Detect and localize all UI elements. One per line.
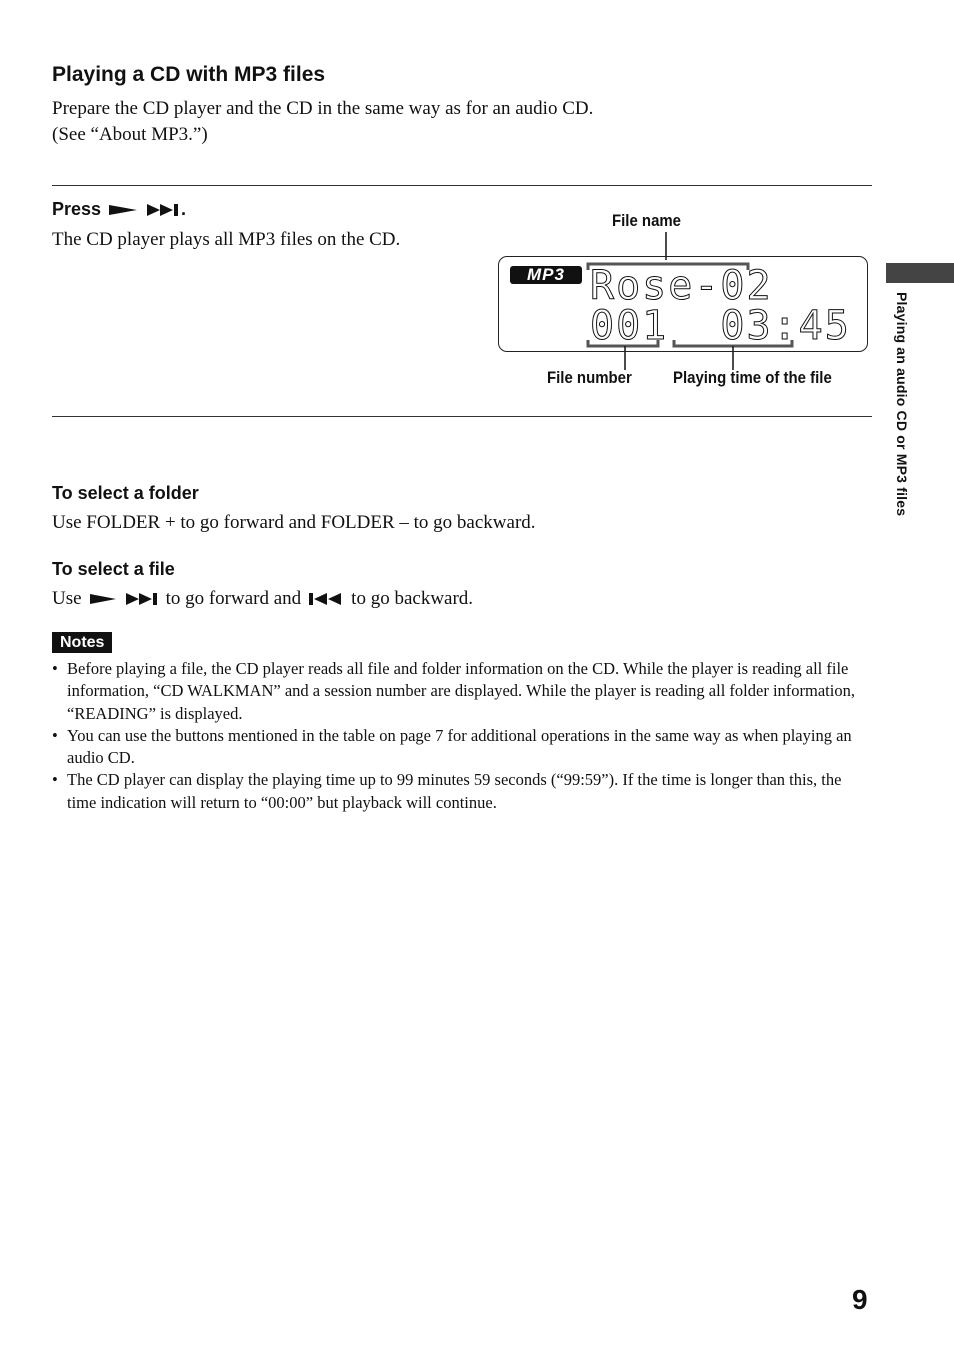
play-icon — [88, 591, 118, 607]
file-text — [52, 588, 473, 610]
note-item: • The CD player can display the playing time up to 99 minutes 59 seconds (“99:59”). If the time is longer than this, the time indication will return to “00:00” but playback will continue. — [52, 769, 872, 814]
page-number: 9 — [852, 1284, 868, 1315]
intro-line-1: Prepare the CD player and the CD in the same way as for an audio CD. — [52, 98, 594, 119]
section-intro — [52, 96, 593, 148]
lcd-number-and-time: 001 03:45 — [590, 303, 851, 349]
previous-track-icon — [307, 591, 345, 607]
file-text-backward: to go backward. — [351, 588, 474, 609]
step-title-prefix: Press — [52, 199, 102, 219]
note-item: • Before playing a file, the CD player reads all file and folder information on the CD. While the player is reading all file information, “CD WALKMAN” and a session number are displayed. While the player is reading all folder information, “READING” is displayed. — [52, 658, 872, 725]
label-file-number: File number — [547, 368, 632, 387]
divider-top — [52, 185, 872, 186]
step-title-suffix: . — [181, 199, 187, 219]
intro-line-2: (See “About MP3.”) — [52, 124, 208, 145]
lcd-file-name: Rose-02 — [590, 263, 773, 309]
label-file-name: File name — [612, 211, 682, 230]
file-text-forward: to go forward and — [165, 588, 302, 609]
side-tab-marker — [886, 263, 954, 283]
notes-list — [52, 658, 872, 814]
folder-heading: To select a folder — [52, 483, 199, 503]
next-track-icon — [124, 591, 160, 607]
label-playing-time: Playing time of the file — [673, 368, 832, 387]
mp3-badge: MP3 — [510, 266, 582, 284]
file-heading: To select a file — [52, 559, 175, 579]
play-icon — [107, 202, 139, 218]
step-title — [52, 199, 186, 220]
side-tab-label: Playing an audio CD or MP3 files — [894, 292, 910, 517]
step-text: The CD player plays all MP3 files on the CD. — [52, 229, 401, 250]
divider-bottom — [52, 416, 872, 417]
note-item: • You can use the buttons mentioned in the table on page 7 for additional operations in the same way as when playing an audio CD. — [52, 725, 872, 770]
section-title: Playing a CD with MP3 files — [52, 63, 326, 86]
file-text-use: Use — [52, 588, 82, 609]
next-track-icon — [145, 202, 181, 218]
notes-badge: Notes — [52, 632, 112, 653]
folder-text: Use FOLDER + to go forward and FOLDER – to go backward. — [52, 512, 536, 533]
